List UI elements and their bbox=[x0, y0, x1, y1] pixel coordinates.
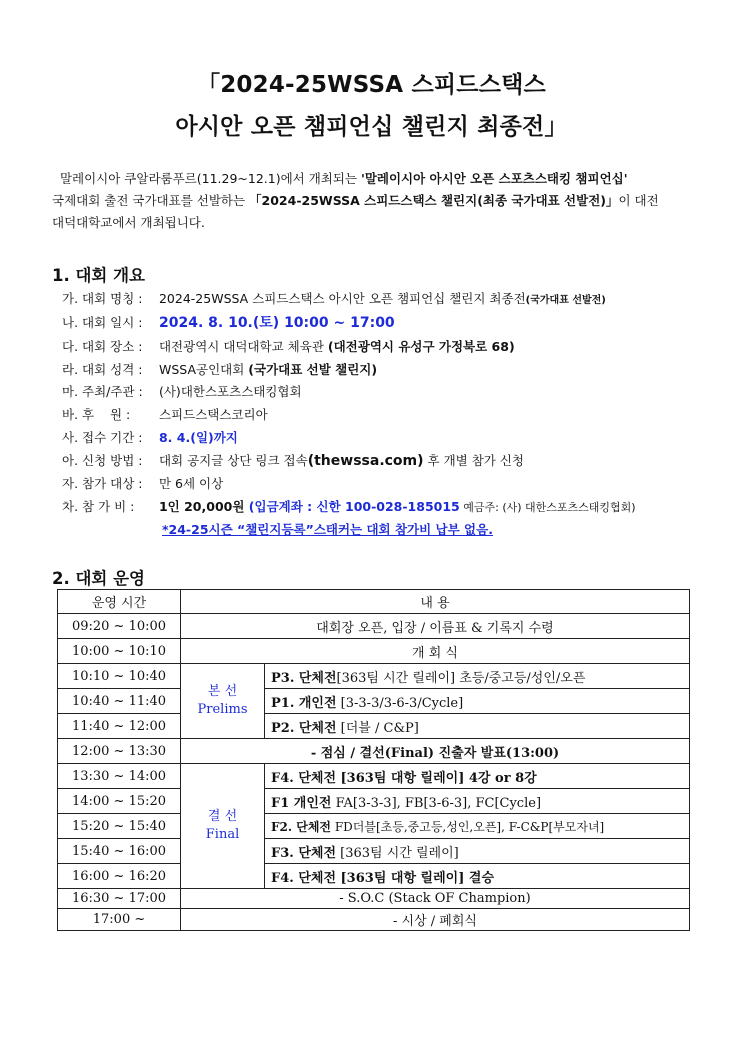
overview-small-note: (국가대표 선발전) bbox=[525, 295, 606, 306]
overview-period-value: 8. 4.(일)까지 bbox=[158, 430, 238, 445]
event-name: P1. 개인전 bbox=[271, 695, 337, 711]
row-time: 10:10 ~ 10:40 bbox=[58, 664, 181, 689]
intro-paragraph-line2 bbox=[52, 190, 702, 212]
table-row bbox=[58, 664, 690, 689]
overview-row-period bbox=[62, 429, 238, 447]
overview-bold-value: (대전광역시 유성구 가정북로 68) bbox=[327, 339, 515, 354]
intro-text: 말레이시아 쿠알라룸푸르(11.29~12.1)에서 개최되는 bbox=[59, 171, 361, 186]
row-time: 15:20 ~ 15:40 bbox=[58, 814, 181, 839]
overview-row-target bbox=[62, 475, 223, 493]
phase-prelims-en: Prelims bbox=[197, 702, 248, 717]
row-time: 16:30 ~ 17:00 bbox=[58, 889, 181, 909]
table-row bbox=[58, 909, 690, 931]
overview-value: 대회 공지글 상단 링크 접속 bbox=[158, 453, 308, 468]
row-content: - S.O.C (Stack OF Champion) bbox=[181, 889, 690, 909]
overview-fee-account: (입금계좌 : 신한 100-028-185015 bbox=[248, 499, 460, 514]
overview-row-name bbox=[62, 290, 606, 310]
row-content bbox=[265, 664, 690, 689]
row-content: - 점심 / 결선(Final) 진출자 발표(13:00) bbox=[181, 739, 690, 764]
intro-text: 이 대전 bbox=[618, 193, 659, 208]
overview-label: 아. 신청 방법 : bbox=[62, 453, 143, 468]
overview-row-host bbox=[62, 383, 302, 401]
intro-bold-text: '말레이시아 아시안 오픈 스포츠스태킹 챔피언십' bbox=[361, 171, 628, 186]
row-content bbox=[265, 764, 690, 789]
event-detail: [3-3-3/3-6-3/Cycle] bbox=[336, 695, 464, 711]
table-row bbox=[58, 614, 690, 639]
event-name: F1 개인전 bbox=[271, 795, 332, 811]
event-name: F4. 단체전 [363팀 대항 릴레이] 결승 bbox=[271, 870, 495, 886]
table-row bbox=[58, 739, 690, 764]
row-time: 14:00 ~ 15:20 bbox=[58, 789, 181, 814]
table-header-row bbox=[58, 590, 690, 614]
overview-value: 스피드스택스코리아 bbox=[158, 407, 268, 422]
phase-final bbox=[181, 764, 265, 889]
row-content: 대회장 오픈, 입장 / 이름표 & 기록지 수령 bbox=[181, 614, 690, 639]
intro-text: 국제대회 출전 국가대표를 선발하는 bbox=[52, 193, 250, 208]
event-name: P3. 단체전 bbox=[271, 670, 337, 686]
table-row bbox=[58, 639, 690, 664]
overview-label: 사. 접수 기간 : bbox=[62, 430, 143, 445]
row-content: - 시상 / 폐회식 bbox=[181, 909, 690, 931]
overview-label: 라. 대회 성격 : bbox=[62, 362, 143, 377]
overview-bold-value: (국가대표 선발 챌린지) bbox=[248, 362, 378, 377]
table-row bbox=[58, 864, 690, 889]
event-detail: FD더블[초등,중고등,성인,오픈], F-C&P[부모자녀] bbox=[331, 819, 605, 834]
event-name: F4. 단체전 [363팀 대항 릴레이] 4강 or 8강 bbox=[271, 770, 537, 786]
overview-value: 후 개별 참가 신청 bbox=[423, 453, 524, 468]
overview-label: 다. 대회 장소 : bbox=[62, 339, 143, 354]
overview-value: 만 6세 이상 bbox=[158, 476, 224, 491]
row-time: 13:30 ~ 14:00 bbox=[58, 764, 181, 789]
phase-final-en: Final bbox=[205, 827, 240, 842]
document-title-line2: 아시안 오픈 챔피언십 챌린지 최종전」 bbox=[175, 114, 568, 140]
row-content bbox=[265, 789, 690, 814]
document-title-line1: 「2024-25WSSA 스피드스택스 bbox=[197, 72, 546, 98]
row-content bbox=[265, 814, 690, 839]
intro-paragraph-line1 bbox=[52, 168, 702, 190]
overview-value: 2024-25WSSA 스피드스택스 아시안 오픈 챔피언십 챌린지 최종전 bbox=[158, 291, 526, 306]
table-row bbox=[58, 789, 690, 814]
overview-row-venue bbox=[62, 338, 515, 356]
overview-row-fee bbox=[62, 498, 636, 517]
overview-fee-value: 1인 20,000원 bbox=[158, 499, 249, 514]
row-content bbox=[265, 714, 690, 739]
fee-exemption-note: *24-25시즌 “챌린지등록”스태커는 대회 참가비 납부 없음. bbox=[162, 522, 493, 537]
header-content: 내 용 bbox=[181, 590, 690, 614]
overview-label: 나. 대회 일시 : bbox=[62, 315, 143, 330]
intro-paragraph-line3: 대덕대학교에서 개최됩니다. bbox=[52, 215, 205, 230]
event-name: F2. 단체전 bbox=[271, 819, 332, 834]
row-time: 12:00 ~ 13:30 bbox=[58, 739, 181, 764]
table-row bbox=[58, 839, 690, 864]
section-heading-overview: 1. 대회 개요 bbox=[52, 266, 145, 285]
event-detail: [363팀 시간 릴레이] bbox=[336, 845, 459, 861]
row-time: 09:20 ~ 10:00 bbox=[58, 614, 181, 639]
row-content bbox=[265, 689, 690, 714]
event-name: P2. 단체전 bbox=[271, 720, 337, 736]
table-row bbox=[58, 814, 690, 839]
overview-label: 자. 참가 대상 : bbox=[62, 476, 143, 491]
table-row bbox=[58, 764, 690, 789]
row-time: 15:40 ~ 16:00 bbox=[58, 839, 181, 864]
event-detail: [363팀 시간 릴레이] 초등/중고등/성인/오픈 bbox=[336, 670, 586, 686]
phase-prelims bbox=[181, 664, 265, 739]
overview-row-sponsor bbox=[62, 406, 268, 424]
overview-value: (사)대한스포츠스태킹협회 bbox=[158, 384, 302, 399]
schedule-table bbox=[57, 589, 690, 931]
overview-value: WSSA공인대회 bbox=[158, 362, 249, 377]
row-time: 10:40 ~ 11:40 bbox=[58, 689, 181, 714]
row-time: 10:00 ~ 10:10 bbox=[58, 639, 181, 664]
row-time: 17:00 ~ bbox=[58, 909, 181, 931]
overview-label: 가. 대회 명칭 : bbox=[62, 291, 143, 306]
phase-prelims-ko: 본 선 bbox=[207, 684, 238, 699]
event-detail: FA[3-3-3], FB[3-6-3], FC[Cycle] bbox=[331, 795, 542, 811]
overview-row-type bbox=[62, 361, 377, 379]
intro-bold-text: 「2024-25WSSA 스피드스택스 챌린지(최종 국가대표 선발전)」 bbox=[249, 193, 619, 208]
overview-date-value: 2024. 8. 10.(토) 10:00 ~ 17:00 bbox=[158, 315, 395, 331]
event-detail: [더블 / C&P] bbox=[336, 720, 419, 736]
section-heading-schedule: 2. 대회 운영 bbox=[52, 569, 145, 588]
overview-label: 바. 후 원 : bbox=[62, 407, 131, 422]
overview-fee-holder: 예금주: (사) 대한스포츠스태킹협회) bbox=[459, 501, 636, 514]
overview-label: 마. 주최/주관 : bbox=[62, 384, 143, 399]
overview-value: 대전광역시 대덕대학교 체육관 bbox=[158, 339, 328, 354]
row-time: 16:00 ~ 16:20 bbox=[58, 864, 181, 889]
table-row bbox=[58, 689, 690, 714]
overview-row-method bbox=[62, 452, 524, 470]
row-content bbox=[265, 864, 690, 889]
header-time: 운영 시간 bbox=[58, 590, 181, 614]
row-content: 개 회 식 bbox=[181, 639, 690, 664]
event-name: F3. 단체전 bbox=[271, 845, 337, 861]
overview-row-date bbox=[62, 314, 395, 332]
phase-final-ko: 결 선 bbox=[207, 809, 238, 824]
row-content bbox=[265, 839, 690, 864]
overview-link-text: (thewssa.com) bbox=[307, 453, 424, 469]
row-time: 11:40 ~ 12:00 bbox=[58, 714, 181, 739]
overview-label: 차. 참 가 비 : bbox=[62, 499, 135, 514]
table-row bbox=[58, 889, 690, 909]
table-row bbox=[58, 714, 690, 739]
